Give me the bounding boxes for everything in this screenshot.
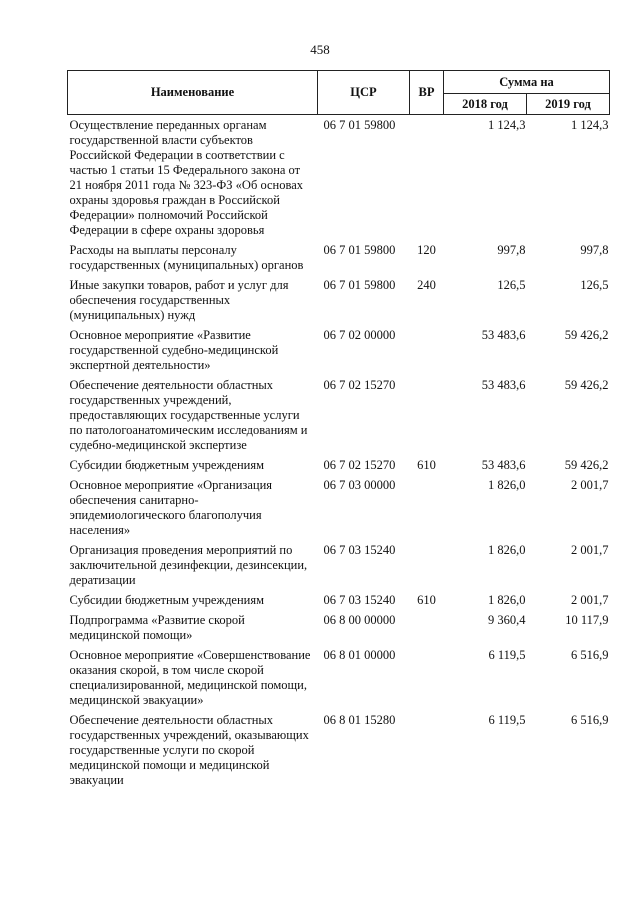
row-2018-amount-cell: 997,8 [497,243,526,257]
row-csr-cell: 06 7 03 15240 [323,593,396,607]
row-vr-cell [410,115,444,244]
row-2018-amount-cell: 1 826,0 [488,593,526,607]
row-vr-cell [410,328,444,378]
page-number: 458 [310,42,330,57]
table-row [68,543,610,593]
row-vr-cell: 610 [417,458,436,472]
row-2019-amount-cell: 6 516,9 [571,648,609,662]
row-name-cell: Основное мероприятие «Совершенствование оказания скорой, в том числе скорой специализированной, медицинской помощи, медицинской эвакуации» [69,648,311,707]
table-row [68,328,610,378]
row-2019-amount-cell: 126,5 [580,278,609,292]
row-csr-cell: 06 7 01 59800 [323,118,396,132]
budget-table [67,70,610,793]
row-2018-amount-cell: 9 360,4 [488,613,526,627]
header-csr: ЦСР [318,71,410,115]
row-vr-cell [410,378,444,458]
table-header [68,71,610,115]
table-row [68,613,610,648]
table-body [68,115,610,794]
header-sum: Сумма на [444,71,610,94]
row-vr-cell: 610 [417,593,436,607]
table-row [68,278,610,328]
row-vr-cell [410,543,444,593]
row-2018-amount-cell: 6 119,5 [488,648,526,662]
row-name-cell: Обеспечение деятельности областных государственных учреждений, предоставляющих государственные услуги по патологоанатомическим исследованиям и судебно-медицинской экспертизе [69,378,308,452]
table-row [68,478,610,543]
row-name-cell: Осуществление переданных органам государственной власти субъектов Российской Федерации в соответствии с частью 1 статьи 15 Федерального закона от 21 ноября 2011 года № 323-ФЗ «Об основах охраны здоровья граждан в Российской Федерации» полномочий Российской Федерации в сфере охраны здоровья [69,118,304,237]
row-2018-amount-cell: 126,5 [497,278,526,292]
row-name-cell: Организация проведения мероприятий по заключительной дезинфекции, дезинсекции, дератизации [69,543,308,587]
row-2018-amount-cell: 1 826,0 [488,543,526,557]
header-year-2019: 2019 год [527,94,610,115]
row-2019-amount-cell: 2 001,7 [571,543,609,557]
row-name-cell: Основное мероприятие «Развитие государственной судебно-медицинской экспертной деятельности» [69,328,279,372]
table-row [68,593,610,613]
row-2019-amount-cell: 1 124,3 [571,118,609,132]
row-csr-cell: 06 7 03 00000 [323,478,396,492]
row-2018-amount-cell: 1 826,0 [488,478,526,492]
row-name-cell: Иные закупки товаров, работ и услуг для обеспечения государственных (муниципальных) нужд [69,278,289,322]
table-row [68,243,610,278]
row-csr-cell: 06 7 02 15270 [323,458,396,472]
row-2018-amount-cell: 6 119,5 [488,713,526,727]
table-row [68,648,610,713]
row-name-cell: Основное мероприятие «Организация обеспечения санитарно-эпидемиологического благополучия населения» [69,478,273,537]
row-2019-amount-cell: 6 516,9 [571,713,609,727]
row-csr-cell: 06 7 01 59800 [323,278,396,292]
row-name-cell: Подпрограмма «Развитие скорой медицинской помощи» [69,613,245,642]
table-row [68,378,610,458]
table-row [68,115,610,244]
row-vr-cell: 240 [417,278,436,292]
row-name-cell: Обеспечение деятельности областных государственных учреждений, оказывающих государственные услуги по скорой медицинской помощи и медицинской эвакуации [69,713,309,787]
row-2019-amount-cell: 2 001,7 [571,593,609,607]
row-2019-amount-cell: 997,8 [580,243,609,257]
row-2018-amount-cell: 53 483,6 [481,328,526,342]
row-csr-cell: 06 8 01 15280 [323,713,396,727]
row-vr-cell [410,478,444,543]
row-csr-cell: 06 7 02 15270 [323,378,396,392]
row-2019-amount-cell: 10 117,9 [565,613,609,627]
row-vr-cell [410,648,444,713]
row-vr-cell: 120 [417,243,436,257]
row-name-cell: Субсидии бюджетным учреждениям [69,593,265,607]
row-vr-cell [410,713,444,793]
row-2019-amount-cell: 2 001,7 [571,478,609,492]
row-2018-amount-cell: 53 483,6 [481,458,526,472]
header-name: Наименование [68,71,318,115]
header-year-2018: 2018 год [444,94,527,115]
row-2018-amount-cell: 53 483,6 [481,378,526,392]
row-2019-amount-cell: 59 426,2 [564,328,609,342]
row-2019-amount-cell: 59 426,2 [564,378,609,392]
row-csr-cell: 06 7 01 59800 [323,243,396,257]
row-name-cell: Расходы на выплаты персоналу государственных (муниципальных) органов [69,243,304,272]
row-2018-amount-cell: 1 124,3 [488,118,526,132]
row-2019-amount-cell: 59 426,2 [564,458,609,472]
row-csr-cell: 06 7 03 15240 [323,543,396,557]
table-row [68,458,610,478]
row-name-cell: Субсидии бюджетным учреждениям [69,458,265,472]
header-vr: ВР [410,71,444,115]
row-vr-cell [410,613,444,648]
table-row [68,713,610,793]
row-csr-cell: 06 7 02 00000 [323,328,396,342]
row-csr-cell: 06 8 00 00000 [323,613,396,627]
row-csr-cell: 06 8 01 00000 [323,648,396,662]
